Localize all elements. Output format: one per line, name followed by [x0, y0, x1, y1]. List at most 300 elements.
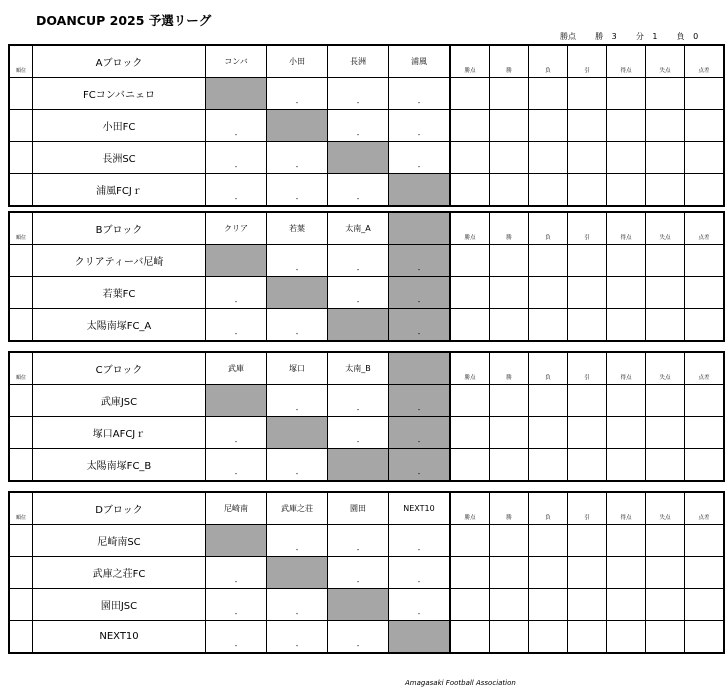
opponent-header: 小田 [267, 45, 328, 78]
stat-header: 引 [568, 45, 607, 78]
match-cell [328, 449, 389, 482]
score-placeholder: - [356, 99, 360, 107]
score-placeholder: - [417, 163, 421, 171]
score-placeholder: - [295, 642, 299, 650]
match-cell [267, 174, 328, 207]
stat-header: 勝 [490, 45, 529, 78]
stat-cell [568, 621, 607, 654]
stat-cell [685, 174, 725, 207]
stat-cell [685, 142, 725, 174]
score-placeholder: - [234, 578, 238, 586]
stat-cell [450, 142, 490, 174]
score-placeholder: - [356, 406, 360, 414]
stat-cell [685, 277, 725, 309]
match-cell [389, 277, 451, 309]
score-placeholder: - [234, 642, 238, 650]
stat-cell [568, 385, 607, 417]
score-placeholder: - [234, 470, 238, 478]
score-placeholder: - [417, 266, 421, 274]
stat-header: 勝点 [450, 492, 490, 525]
score-placeholder: - [295, 195, 299, 203]
stat-cell [646, 449, 685, 482]
team-name: 園田JSC [33, 589, 206, 621]
stat-header: 得点 [607, 492, 646, 525]
team-name: 武庫之荘FC [33, 557, 206, 589]
stat-cell [450, 589, 490, 621]
match-cell [267, 309, 328, 342]
stat-cell [685, 78, 725, 110]
score-placeholder: - [356, 266, 360, 274]
stat-header: 引 [568, 212, 607, 245]
score-placeholder: - [295, 266, 299, 274]
footer-credit: Amagasaki Football Association [405, 679, 516, 687]
stat-header: 点差 [685, 45, 725, 78]
stat-header: 失点 [646, 212, 685, 245]
match-cell [267, 449, 328, 482]
match-cell [267, 621, 328, 654]
match-cell [206, 385, 267, 417]
stat-cell [646, 557, 685, 589]
stat-header: 失点 [646, 352, 685, 385]
match-cell [328, 589, 389, 621]
match-cell [389, 449, 451, 482]
match-cell [389, 385, 451, 417]
rank-header: 順位 [9, 45, 33, 78]
stat-cell [490, 525, 529, 557]
match-cell [389, 174, 451, 207]
score-placeholder: - [234, 195, 238, 203]
stat-header: 負 [529, 492, 568, 525]
score-placeholder: - [417, 546, 421, 554]
stat-cell [490, 385, 529, 417]
stat-header: 引 [568, 492, 607, 525]
rank-cell [9, 525, 33, 557]
stat-cell [490, 142, 529, 174]
match-cell [328, 525, 389, 557]
match-cell [328, 309, 389, 342]
score-placeholder: - [234, 438, 238, 446]
stat-cell [646, 589, 685, 621]
rank-cell [9, 174, 33, 207]
stat-cell [607, 174, 646, 207]
rank-cell [9, 78, 33, 110]
stat-cell [568, 277, 607, 309]
stat-cell [607, 142, 646, 174]
stat-cell [607, 245, 646, 277]
match-cell [328, 78, 389, 110]
stat-cell [529, 385, 568, 417]
team-name: 太陽南塚FC_B [33, 449, 206, 482]
score-placeholder: - [356, 298, 360, 306]
team-row [9, 589, 724, 621]
stat-cell [646, 142, 685, 174]
match-cell [206, 589, 267, 621]
stat-cell [646, 309, 685, 342]
stat-cell [450, 245, 490, 277]
page-title: DOANCUP 2025 予選リーグ [36, 13, 212, 28]
opponent-header: 尼崎南 [206, 492, 267, 525]
stat-cell [568, 142, 607, 174]
match-cell [267, 277, 328, 309]
stat-cell [490, 110, 529, 142]
team-name: 武庫JSC [33, 385, 206, 417]
match-cell [389, 142, 451, 174]
loss-value: 0 [693, 32, 699, 41]
match-cell [389, 557, 451, 589]
opponent-header: 若葉 [267, 212, 328, 245]
stat-cell [529, 449, 568, 482]
stat-cell [685, 621, 725, 654]
opponent-header: コンバ [206, 45, 267, 78]
stat-cell [529, 309, 568, 342]
block-table [8, 491, 725, 654]
team-row [9, 621, 724, 654]
stat-cell [490, 449, 529, 482]
score-placeholder: - [356, 438, 360, 446]
opponent-header: 塚口 [267, 352, 328, 385]
match-cell [267, 110, 328, 142]
stat-cell [450, 621, 490, 654]
score-placeholder: - [417, 131, 421, 139]
stat-cell [529, 277, 568, 309]
rank-cell [9, 245, 33, 277]
stat-header: 得点 [607, 212, 646, 245]
stat-cell [568, 309, 607, 342]
match-cell [206, 449, 267, 482]
stat-cell [646, 78, 685, 110]
score-placeholder: - [417, 406, 421, 414]
stat-cell [607, 110, 646, 142]
opponent-header: 武庫 [206, 352, 267, 385]
block-name: Bブロック [33, 212, 206, 245]
team-name: NEXT10 [33, 621, 206, 654]
stat-cell [646, 174, 685, 207]
stat-header: 得点 [607, 352, 646, 385]
team-name: 小田FC [33, 110, 206, 142]
stat-cell [450, 174, 490, 207]
team-row [9, 142, 724, 174]
opponent-header [389, 212, 451, 245]
stat-cell [529, 110, 568, 142]
team-name: 塚口AFCJｒ [33, 417, 206, 449]
stat-header: 点差 [685, 352, 725, 385]
stat-cell [450, 385, 490, 417]
team-row [9, 309, 724, 342]
stat-cell [450, 525, 490, 557]
team-name: 浦風FCJｒ [33, 174, 206, 207]
stat-cell [529, 557, 568, 589]
rank-cell [9, 589, 33, 621]
stat-cell [450, 78, 490, 110]
stat-cell [646, 110, 685, 142]
score-placeholder: - [295, 163, 299, 171]
match-cell [328, 417, 389, 449]
stat-cell [685, 525, 725, 557]
stat-header: 勝 [490, 352, 529, 385]
score-placeholder: - [417, 99, 421, 107]
stat-cell [646, 385, 685, 417]
score-placeholder: - [417, 610, 421, 618]
draw-label: 分 [635, 32, 644, 41]
stat-cell [568, 245, 607, 277]
stat-cell [607, 449, 646, 482]
opponent-header: 太南_B [328, 352, 389, 385]
match-cell [389, 110, 451, 142]
match-cell [267, 245, 328, 277]
stat-header: 点差 [685, 492, 725, 525]
stat-cell [646, 525, 685, 557]
win-label: 勝 [595, 32, 604, 41]
score-placeholder: - [295, 470, 299, 478]
match-cell [206, 621, 267, 654]
block-name: Cブロック [33, 352, 206, 385]
stat-cell [529, 621, 568, 654]
stat-cell [685, 589, 725, 621]
score-placeholder: - [356, 131, 360, 139]
match-cell [389, 78, 451, 110]
stat-header: 引 [568, 352, 607, 385]
stat-cell [529, 245, 568, 277]
match-cell [328, 621, 389, 654]
block-table [8, 44, 725, 207]
rank-cell [9, 621, 33, 654]
stat-cell [529, 142, 568, 174]
score-placeholder: - [356, 642, 360, 650]
stat-cell [450, 277, 490, 309]
stat-header: 得点 [607, 45, 646, 78]
stat-cell [490, 557, 529, 589]
match-cell [389, 309, 451, 342]
team-row [9, 277, 724, 309]
match-cell [267, 557, 328, 589]
stat-cell [685, 385, 725, 417]
stat-cell [490, 309, 529, 342]
team-row [9, 449, 724, 482]
match-cell [206, 142, 267, 174]
stat-cell [685, 110, 725, 142]
stat-cell [607, 385, 646, 417]
match-cell [206, 245, 267, 277]
opponent-header: 太南_A [328, 212, 389, 245]
match-cell [328, 174, 389, 207]
stat-cell [568, 525, 607, 557]
stat-cell [529, 78, 568, 110]
match-cell [206, 78, 267, 110]
stat-cell [450, 417, 490, 449]
win-value: 3 [611, 32, 617, 41]
stat-cell [490, 174, 529, 207]
stat-cell [490, 589, 529, 621]
draw-value: 1 [652, 32, 658, 41]
match-cell [206, 525, 267, 557]
team-name: 太陽南塚FC_A [33, 309, 206, 342]
score-placeholder: - [417, 330, 421, 338]
match-cell [206, 174, 267, 207]
stat-cell [646, 277, 685, 309]
rank-cell [9, 309, 33, 342]
opponent-header: 長洲 [328, 45, 389, 78]
stat-header: 負 [529, 352, 568, 385]
score-placeholder: - [234, 330, 238, 338]
stat-cell [568, 78, 607, 110]
opponent-header: NEXT10 [389, 492, 451, 525]
match-cell [328, 110, 389, 142]
score-placeholder: - [295, 99, 299, 107]
stat-cell [529, 174, 568, 207]
rank-cell [9, 385, 33, 417]
stat-cell [685, 309, 725, 342]
stat-cell [490, 78, 529, 110]
rank-header: 順位 [9, 352, 33, 385]
match-cell [389, 621, 451, 654]
loss-label: 負 [676, 32, 685, 41]
team-name: 尼崎南SC [33, 525, 206, 557]
stat-header: 失点 [646, 492, 685, 525]
stat-cell [607, 78, 646, 110]
rank-cell [9, 449, 33, 482]
match-cell [328, 385, 389, 417]
stat-cell [568, 417, 607, 449]
rank-cell [9, 417, 33, 449]
score-placeholder: - [417, 470, 421, 478]
stat-cell [529, 589, 568, 621]
match-cell [206, 277, 267, 309]
stat-cell [607, 557, 646, 589]
stat-header: 勝点 [450, 352, 490, 385]
stat-header: 勝 [490, 492, 529, 525]
stat-cell [646, 417, 685, 449]
points-label: 勝点 [560, 32, 576, 41]
stat-header: 勝 [490, 212, 529, 245]
match-cell [206, 417, 267, 449]
stat-cell [568, 557, 607, 589]
stat-header: 勝点 [450, 212, 490, 245]
score-placeholder: - [356, 195, 360, 203]
block-table [8, 211, 725, 342]
team-name: クリアティーバ尼崎 [33, 245, 206, 277]
match-cell [267, 78, 328, 110]
stat-cell [607, 525, 646, 557]
stat-header: 負 [529, 45, 568, 78]
team-row [9, 417, 724, 449]
stat-cell [646, 245, 685, 277]
score-placeholder: - [295, 610, 299, 618]
team-row [9, 174, 724, 207]
stat-cell [685, 417, 725, 449]
stat-cell [568, 589, 607, 621]
score-placeholder: - [234, 610, 238, 618]
rank-cell [9, 277, 33, 309]
opponent-header: 浦風 [389, 45, 451, 78]
score-placeholder: - [417, 438, 421, 446]
rank-header: 順位 [9, 492, 33, 525]
stat-cell [568, 449, 607, 482]
points-legend [560, 31, 698, 42]
match-cell [328, 245, 389, 277]
stat-cell [490, 417, 529, 449]
match-cell [206, 309, 267, 342]
rank-cell [9, 142, 33, 174]
score-placeholder: - [356, 578, 360, 586]
match-cell [267, 417, 328, 449]
block-name: Aブロック [33, 45, 206, 78]
team-row [9, 110, 724, 142]
stat-header: 負 [529, 212, 568, 245]
score-placeholder: - [295, 406, 299, 414]
stat-cell [490, 245, 529, 277]
match-cell [389, 245, 451, 277]
stat-cell [685, 449, 725, 482]
match-cell [267, 385, 328, 417]
team-row [9, 78, 724, 110]
score-placeholder: - [234, 163, 238, 171]
stat-cell [450, 309, 490, 342]
stat-cell [607, 309, 646, 342]
stat-cell [450, 110, 490, 142]
match-cell [267, 525, 328, 557]
score-placeholder: - [356, 546, 360, 554]
stat-cell [685, 557, 725, 589]
score-placeholder: - [417, 298, 421, 306]
stat-cell [568, 174, 607, 207]
match-cell [328, 557, 389, 589]
stat-cell [490, 621, 529, 654]
match-cell [389, 589, 451, 621]
match-cell [389, 525, 451, 557]
score-placeholder: - [234, 298, 238, 306]
match-cell [328, 277, 389, 309]
rank-cell [9, 110, 33, 142]
team-name: 若葉FC [33, 277, 206, 309]
match-cell [267, 142, 328, 174]
score-placeholder: - [295, 330, 299, 338]
rank-header: 順位 [9, 212, 33, 245]
stat-header: 点差 [685, 212, 725, 245]
opponent-header [389, 352, 451, 385]
team-row [9, 525, 724, 557]
stat-cell [529, 417, 568, 449]
stat-cell [450, 449, 490, 482]
stat-cell [685, 245, 725, 277]
stat-cell [646, 621, 685, 654]
stat-cell [529, 525, 568, 557]
team-name: FCコンバニェロ [33, 78, 206, 110]
stat-header: 勝点 [450, 45, 490, 78]
stat-header: 失点 [646, 45, 685, 78]
block-table [8, 351, 725, 482]
opponent-header: 園田 [328, 492, 389, 525]
opponent-header: 武庫之荘 [267, 492, 328, 525]
score-placeholder: - [295, 546, 299, 554]
stat-cell [450, 557, 490, 589]
rank-cell [9, 557, 33, 589]
stat-cell [568, 110, 607, 142]
score-placeholder: - [234, 131, 238, 139]
match-cell [328, 142, 389, 174]
stat-cell [607, 621, 646, 654]
match-cell [267, 589, 328, 621]
stat-cell [490, 277, 529, 309]
team-row [9, 557, 724, 589]
match-cell [206, 557, 267, 589]
stat-cell [607, 417, 646, 449]
team-row [9, 385, 724, 417]
stat-cell [607, 277, 646, 309]
match-cell [389, 417, 451, 449]
score-placeholder: - [417, 578, 421, 586]
team-row [9, 245, 724, 277]
opponent-header: クリア [206, 212, 267, 245]
